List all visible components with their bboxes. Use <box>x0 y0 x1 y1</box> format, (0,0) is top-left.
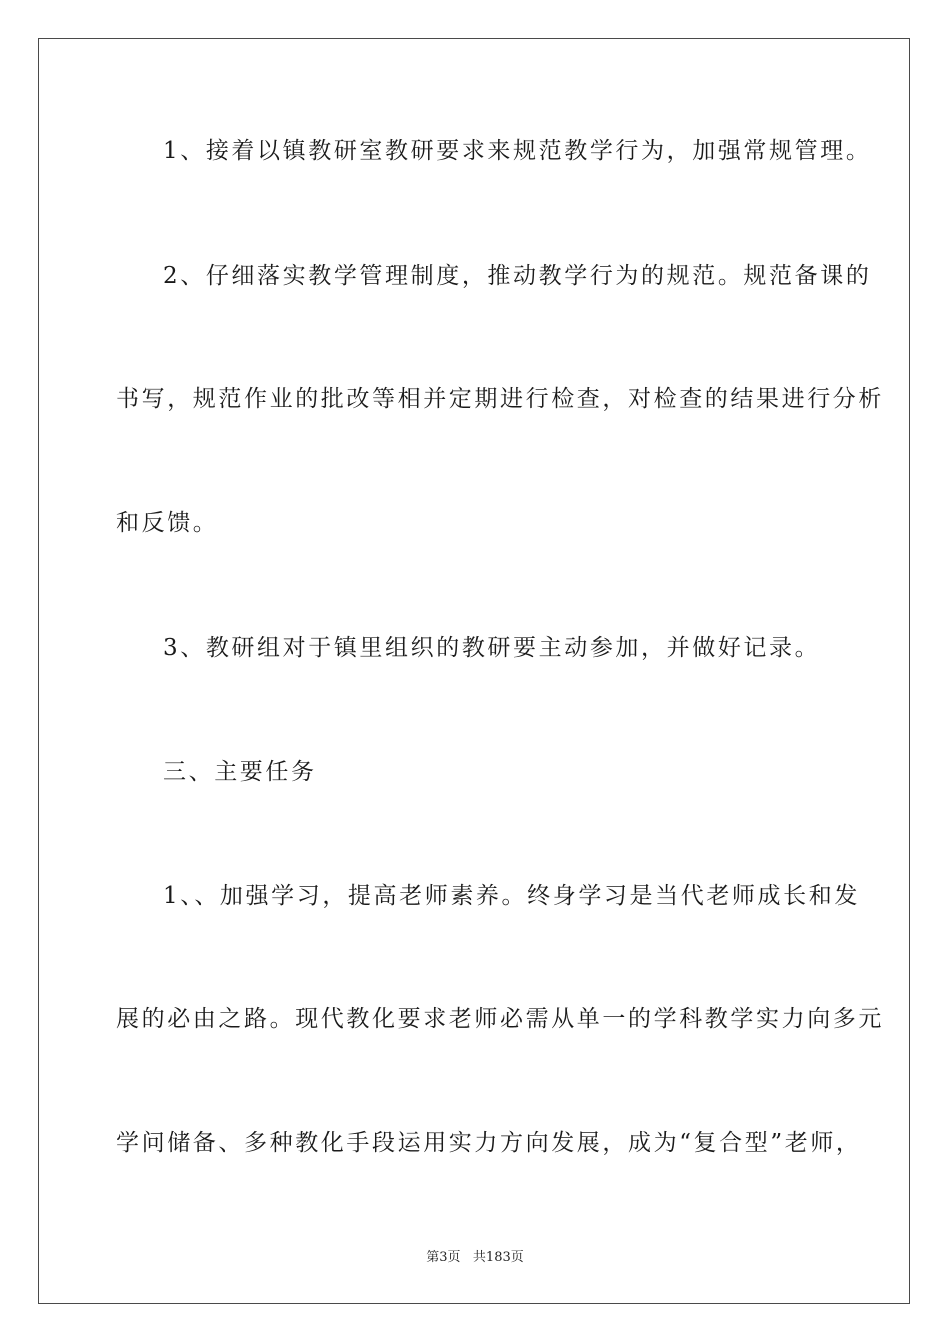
paragraph-line: 展的必由之路。现代教化要求老师必需从单一的学科教学实力向多元 <box>116 1006 884 1032</box>
page-number-footer: 第3页 共183页 <box>426 1250 524 1265</box>
paragraph-line: 1、、加强学习，提高老师素养。终身学习是当代老师成长和发 <box>163 883 860 909</box>
section-heading: 三、主要任务 <box>163 759 317 785</box>
paragraph-line: 和反馈。 <box>116 510 219 536</box>
paragraph-line: 1、接着以镇教研室教研要求来规范教学行为，加强常规管理。 <box>163 138 872 164</box>
paragraph-line: 2、仔细落实教学管理制度，推动教学行为的规范。规范备课的 <box>163 263 872 289</box>
paragraph-line: 3、教研组对于镇里组织的教研要主动参加，并做好记录。 <box>163 635 821 661</box>
page-border <box>38 38 910 1304</box>
paragraph-line: 学问储备、多种教化手段运用实力方向发展，成为“复合型”老师， <box>116 1130 862 1156</box>
paragraph-line: 书写，规范作业的批改等相并定期进行检查，对检查的结果进行分析 <box>116 386 884 412</box>
